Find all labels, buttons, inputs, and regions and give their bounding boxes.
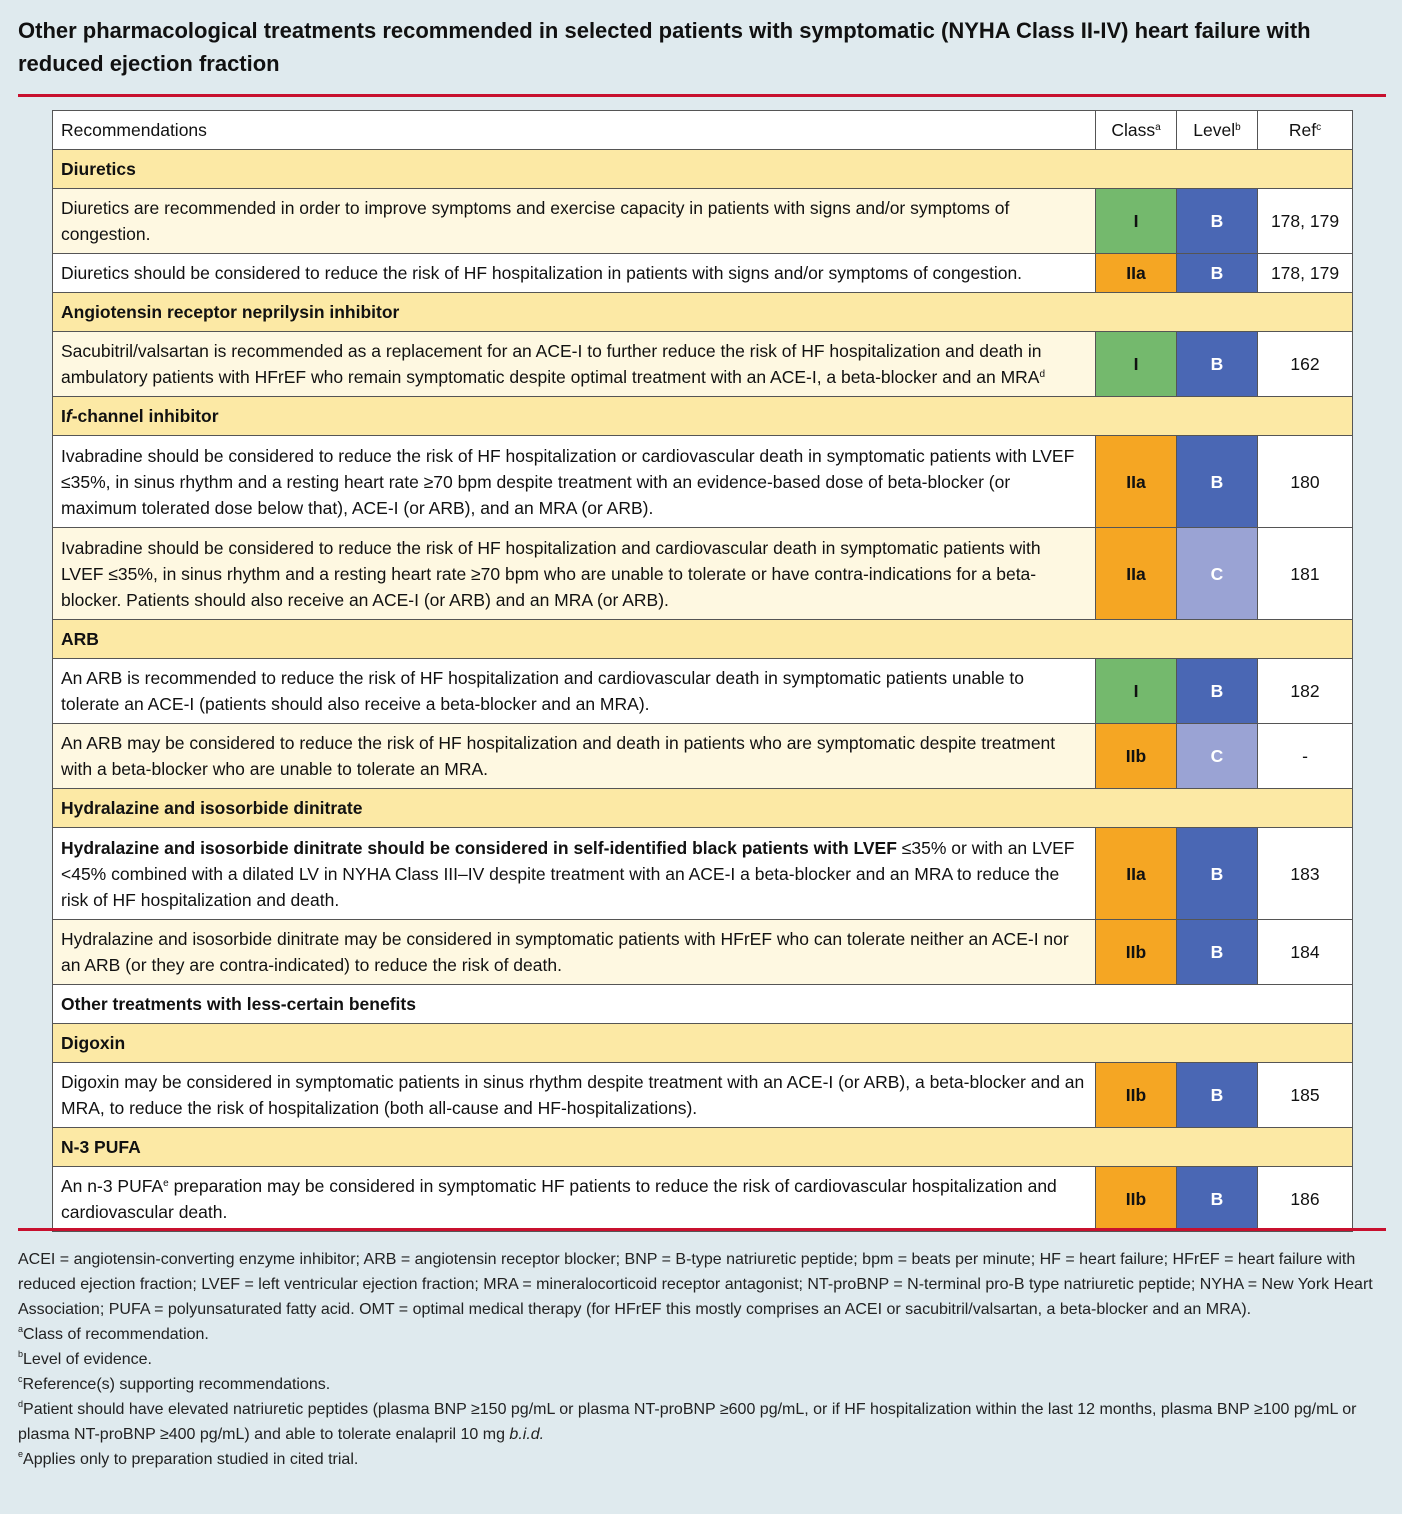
section-digoxin [53,1024,1353,1063]
recommendation-text: An n-3 PUFA$^e$ preparation may be considered in symptomatic HF patients to reduce the risk of cardiovascular hospitalization and cardiovascular death. [53,1167,1096,1232]
section-heading: Diuretics [53,150,1353,189]
reference: 180 [1258,436,1353,528]
level-badge: B [1177,1167,1258,1232]
page-title: Other pharmacological treatments recommended in selected patients with symptomatic (NYHA Class II-IV) heart failure with reduced ejection fraction [18,18,1311,76]
section-heading: Other treatments with less-certain benefits [53,985,1353,1024]
class-badge: I [1096,332,1177,397]
table-row [53,659,1353,724]
header-level: Level$^b$ [1177,111,1258,150]
reference: 181 [1258,528,1353,620]
level-badge: B [1177,189,1258,254]
reference: 184 [1258,920,1353,985]
class-badge: IIa [1096,436,1177,528]
footnote-e: $^e$Applies only to preparation studied in cited trial. [18,1449,359,1468]
header-recommendations: Recommendations [53,111,1096,150]
table-row [53,724,1353,789]
bottom-rule [18,1228,1386,1231]
level-badge: B [1177,254,1258,293]
header-class: Class$^a$ [1096,111,1177,150]
class-badge: I [1096,659,1177,724]
section-hydralazine [53,789,1353,828]
reference: 186 [1258,1167,1353,1232]
reference: 183 [1258,828,1353,920]
recommendation-text: Hydralazine and isosorbide dinitrate should be considered in self-identified black patients with LVEF ≤35% or with an LVEF <45% combined with a dilated LV in NYHA Class III–IV despite treatment with an ACE-I a beta-blocker and an MRA to reduce the risk of HF hospitalization and death. [53,828,1096,920]
reference: 178, 179 [1258,189,1353,254]
section-diuretics [53,150,1353,189]
section-arb [53,620,1353,659]
recommendation-text: An ARB may be considered to reduce the risk of HF hospitalization and death in patients who are symptomatic despite treatment with a beta-blocker who are unable to tolerate an MRA. [53,724,1096,789]
level-badge: B [1177,659,1258,724]
level-badge: B [1177,828,1258,920]
recommendation-text: Digoxin may be considered in symptomatic patients in sinus rhythm despite treatment with an ACE-I (or ARB), a beta-blocker and an MRA, to reduce the risk of hospitalization (both all-cause and HF-hospitalizations). [53,1063,1096,1128]
level-badge: C [1177,528,1258,620]
table-row [53,1167,1353,1232]
recommendation-text: Diuretics should be considered to reduce the risk of HF hospitalization in patients with signs and/or symptoms of congestion. [53,254,1096,293]
section-heading: ARB [53,620,1353,659]
class-badge: IIb [1096,724,1177,789]
class-badge: IIa [1096,828,1177,920]
abbreviations-note: ACEI = angiotensin-converting enzyme inhibitor; ARB = angiotensin receptor blocker; BNP = B-type natriuretic peptide; bpm = beats per minute; HF = heart failure; HFrEF = heart failure with reduced ejection fraction; LVEF = left ventricular ejection fraction; MRA = mineralocorticoid receptor antagonist; NT-proBNP = N-terminal pro-B type natriuretic peptide; NYHA = New York Heart Association; PUFA = polyunsaturated fatty acid. OMT = optimal medical therapy (for HFrEF this mostly comprises an ACEI or sacubitril/valsartan, a beta-blocker and an MRA). [18,1251,1373,1318]
level-badge: B [1177,920,1258,985]
top-rule [18,94,1386,97]
recommendation-text: Ivabradine should be considered to reduce the risk of HF hospitalization and cardiovascular death in symptomatic patients with LVEF ≤35%, in sinus rhythm and a resting heart rate ≥70 bpm who are unable to tolerate or have contra-indications for a beta-blocker. Patients should also receive an ACE-I (or ARB) and an MRA (or ARB). [53,528,1096,620]
footnote-a: $^a$Class of recommendation. [18,1324,209,1343]
table-row [53,332,1353,397]
class-badge: IIa [1096,528,1177,620]
recommendation-text: Diuretics are recommended in order to improve symptoms and exercise capacity in patients with signs and/or symptoms of congestion. [53,189,1096,254]
section-arni [53,293,1353,332]
footnote-d: $^d$Patient should have elevated natriuretic peptides (plasma BNP ≥150 pg/mL or plasma NT-proBNP ≥600 pg/mL, or if HF hospitalization within the last 12 months, plasma BNP ≥100 pg/mL or plasma NT-proBNP ≥400 pg/mL) and able to tolerate enalapril 10 mg b.i.d. [18,1399,1357,1443]
recommendation-text: An ARB is recommended to reduce the risk of HF hospitalization and cardiovascular death in symptomatic patients unable to tolerate an ACE-I (patients should also receive a beta-blocker and an MRA). [53,659,1096,724]
class-badge: IIb [1096,1063,1177,1128]
table-header-row [53,111,1353,150]
table-row [53,1063,1353,1128]
reference: 182 [1258,659,1353,724]
reference: 185 [1258,1063,1353,1128]
level-badge: C [1177,724,1258,789]
section-heading: Hydralazine and isosorbide dinitrate [53,789,1353,828]
section-if-channel-inhibitor [53,397,1353,436]
level-badge: B [1177,332,1258,397]
recommendations-table [52,110,1353,1232]
recommendation-text: Ivabradine should be considered to reduce the risk of HF hospitalization or cardiovascular death in symptomatic patients with LVEF ≤35%, in sinus rhythm and a resting heart rate ≥70 bpm despite treatment with an evidence-based dose of beta-blocker (or maximum tolerated dose below that), ACE-I (or ARB), and an MRA (or ARB). [53,436,1096,528]
class-badge: IIb [1096,1167,1177,1232]
recommendation-text: Sacubitril/valsartan is recommended as a replacement for an ACE-I to further reduce the risk of HF hospitalization and death in ambulatory patients with HFrEF who remain symptomatic despite optimal treatment with an ACE-I, a beta-blocker and an MRA$^d$ [53,332,1096,397]
section-heading: Digoxin [53,1024,1353,1063]
reference: 178, 179 [1258,254,1353,293]
section-heading: N-3 PUFA [53,1128,1353,1167]
recommendations-table-container [52,110,1352,1232]
section-n3-pufa [53,1128,1353,1167]
table-row [53,920,1353,985]
table-row [53,828,1353,920]
footnote-b: $^b$Level of evidence. [18,1349,152,1368]
level-badge: B [1177,1063,1258,1128]
reference: 162 [1258,332,1353,397]
header-ref: Ref$^c$ [1258,111,1353,150]
table-row [53,436,1353,528]
class-badge: IIb [1096,920,1177,985]
reference: - [1258,724,1353,789]
table-row [53,528,1353,620]
recommendation-text: Hydralazine and isosorbide dinitrate may be considered in symptomatic patients with HFrEF who can tolerate neither an ACE-I nor an ARB (or they are contra-indicated) to reduce the risk of death. [53,920,1096,985]
section-heading: If-channel inhibitor [53,397,1353,436]
level-badge: B [1177,436,1258,528]
footnote-c: $^c$Reference(s) supporting recommendations. [18,1374,331,1393]
class-badge: IIa [1096,254,1177,293]
class-badge: I [1096,189,1177,254]
section-other-treatments [53,985,1353,1024]
table-row [53,254,1353,293]
table-row [53,189,1353,254]
table-footnotes [18,1247,1390,1472]
section-heading: Angiotensin receptor neprilysin inhibitor [53,293,1353,332]
